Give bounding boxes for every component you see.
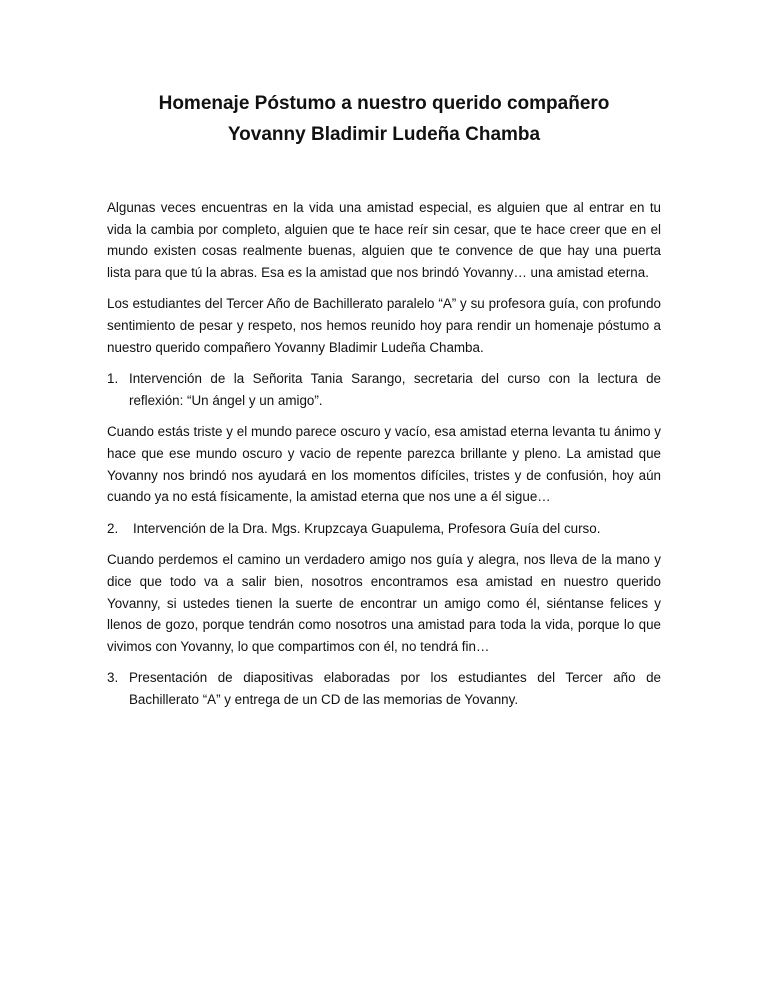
paragraph-intro: Algunas veces encuentras en la vida una amistad especial, es alguien que al entrar en tu vida la cambia por completo, alguien que te hace reír sin cesar, que te hace creer que en el mundo existen cosas realmente buenas, alguien que te convence de que hay una puerta lista para que tú la abras. Esa es la amistad que nos brindó Yovanny… una amistad eterna. [107,200,661,280]
paragraph-reflection: Cuando estás triste y el mundo parece oscuro y vacío, esa amistad eterna levanta tu ánimo y hace que ese mundo oscuro y vacio de repente parezca brillante y pleno. La amistad que Yovanny nos brindó nos ayudará en los momentos difíciles, tristes y de confusión, hoy aún cuando ya no está físicamente, la amistad eterna que nos une a él sigue… [107,424,661,505]
list-text-1: Intervención de la Señorita Tania Sarango, secretaria del curso con la lectura de reflexión: “Un ángel y un amigo”. [129,371,661,408]
list-item-1 [107,368,661,411]
list-number-1: 1. [107,371,119,387]
document-title-line-1: Homenaje Póstumo a nuestro querido compañero [158,93,610,114]
paragraph-friendship: Cuando perdemos el camino un verdadero amigo nos guía y alegra, nos lleva de la mano y dice que todo va a salir bien, nosotros encontramos esa amistad en nuestro querido Yovanny, si ustedes tienen la suerte de encontrar un amigo como él, siéntanse felices y llenos de gozo, porque tendrán como nosotros una amistad para toda la vida, porque lo que vivimos con Yovanny, lo que compartimos con él, no tendrá fin… [107,552,661,654]
document-body [107,197,661,720]
list-item-2 [107,518,661,540]
list-number-3: 3. [107,670,119,686]
document-title-line-2: Yovanny Bladimir Ludeña Chamba [227,124,541,145]
list-number-2: 2. [107,520,119,536]
list-item-3 [107,667,661,710]
list-text-3: Presentación de diapositivas elaboradas por los estudiantes del Tercer año de Bachillerato “A” y entrega de un CD de las memorias de Yovanny. [129,670,661,707]
list-text-2: Intervención de la Dra. Mgs. Krupzcaya Guapulema, Profesora Guía del curso. [133,520,601,536]
paragraph-students: Los estudiantes del Tercer Año de Bachillerato paralelo “A” y su profesora guía, con profundo sentimiento de pesar y respeto, nos hemos reunido hoy para rendir un homenaje póstumo a nuestro querido compañero Yovanny Bladimir Ludeña Chamba. [107,296,661,355]
